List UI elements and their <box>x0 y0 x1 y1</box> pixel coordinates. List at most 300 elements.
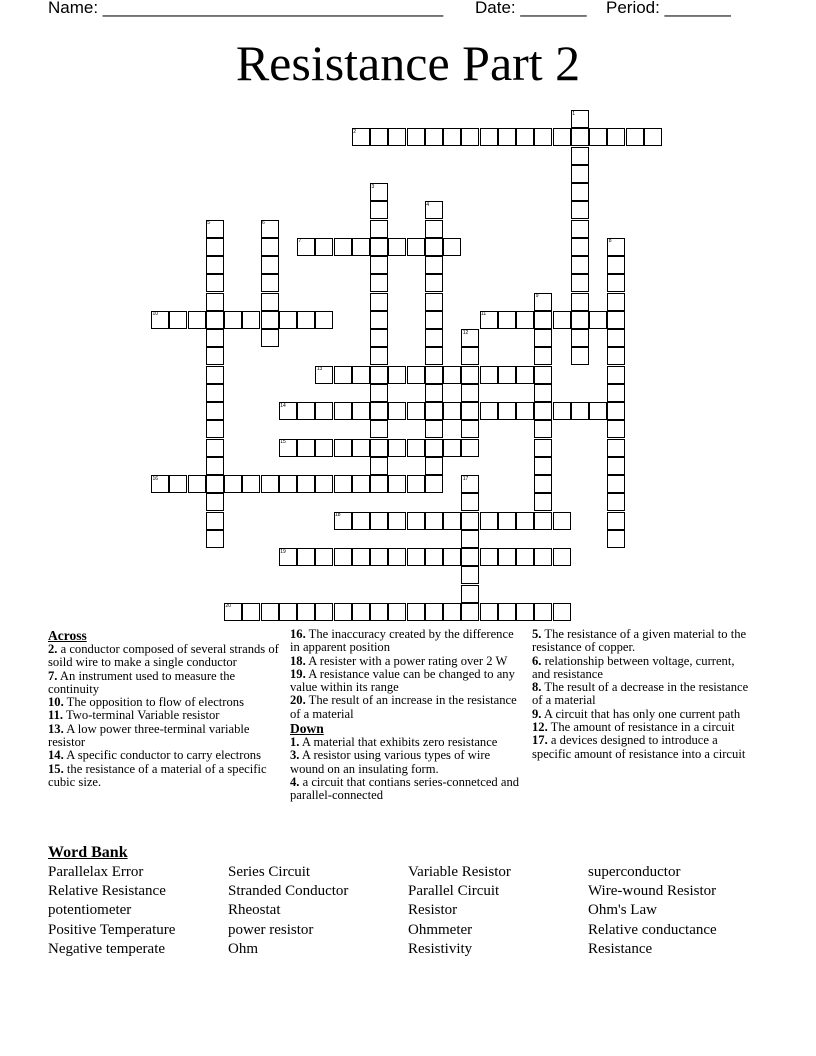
grid-cell[interactable] <box>388 366 406 384</box>
grid-cell[interactable] <box>534 603 552 621</box>
grid-cell[interactable] <box>607 402 625 420</box>
grid-cell[interactable] <box>334 366 352 384</box>
grid-cell[interactable] <box>534 512 552 530</box>
grid-cell[interactable] <box>607 384 625 402</box>
clue-number: 18. <box>290 653 306 668</box>
grid-cell[interactable] <box>425 220 443 238</box>
grid-cell[interactable] <box>352 603 370 621</box>
grid-cell[interactable] <box>425 384 443 402</box>
grid-cell[interactable] <box>261 329 279 347</box>
grid-cell[interactable] <box>370 366 388 384</box>
grid-cell[interactable] <box>370 384 388 402</box>
grid-cell[interactable] <box>370 238 388 256</box>
word-bank-item: Resistance <box>588 940 653 957</box>
clue-item <box>532 734 752 761</box>
clue-text: a devices designed to introduce a specific amount of resistance into a circuit <box>532 733 746 761</box>
grid-cell[interactable] <box>315 603 333 621</box>
clue-number: 5. <box>532 627 542 641</box>
name-field[interactable]: Name: ____________________________________ <box>48 0 444 17</box>
grid-cell[interactable] <box>498 366 516 384</box>
grid-cell[interactable] <box>352 548 370 566</box>
grid-cell[interactable] <box>206 311 224 329</box>
clue-number-label: 5 <box>207 220 211 226</box>
clue-item <box>532 655 752 682</box>
grid-cell[interactable] <box>461 530 479 548</box>
grid-cell[interactable] <box>352 238 370 256</box>
clue-number: 14. <box>48 748 64 763</box>
clue-text: A resistor using various types of wire wound on an insulating form. <box>290 748 491 776</box>
clue-number-label: 18 <box>335 512 341 518</box>
grid-cell[interactable] <box>425 274 443 292</box>
grid-cell[interactable] <box>534 311 552 329</box>
grid-cell[interactable] <box>516 603 534 621</box>
grid-cell[interactable] <box>498 512 516 530</box>
clue-number-label: 2 <box>353 128 357 135</box>
grid-cell[interactable] <box>261 238 279 256</box>
grid-cell[interactable] <box>407 439 425 457</box>
grid-cell[interactable] <box>571 256 589 274</box>
grid-cell[interactable] <box>516 311 534 329</box>
grid-cell[interactable] <box>516 548 534 566</box>
clue-text: The opposition to flow of electrons <box>66 695 244 710</box>
clue-item <box>290 736 526 749</box>
grid-cell[interactable] <box>224 475 242 493</box>
clue-text: The result of a decrease in the resistance of a material <box>532 680 749 708</box>
grid-cell[interactable] <box>443 366 461 384</box>
grid-cell[interactable] <box>461 512 479 530</box>
clue-text: A material that exhibits zero resistance <box>301 735 498 750</box>
word-bank-item: Parallelax Error <box>48 864 144 880</box>
word-bank-item: Ohm's Law <box>588 902 657 919</box>
grid-cell[interactable] <box>388 475 406 493</box>
grid-cell[interactable] <box>480 366 498 384</box>
grid-cell[interactable] <box>407 512 425 530</box>
clue-text: A low power three-terminal variable resistor <box>48 721 250 750</box>
word-bank-item: Ohm <box>228 940 258 957</box>
grid-cell[interactable] <box>315 475 333 493</box>
clue-number: 16. <box>290 627 306 641</box>
clue-text: A resister with a power rating over 2 W <box>308 653 508 668</box>
grid-cell[interactable] <box>516 366 534 384</box>
grid-cell[interactable] <box>425 256 443 274</box>
clue-number-label: 16 <box>152 475 159 482</box>
grid-cell[interactable] <box>297 548 315 566</box>
grid-cell[interactable] <box>461 420 479 438</box>
grid-cell[interactable] <box>589 311 607 329</box>
clue-item <box>532 628 752 655</box>
grid-cell[interactable] <box>534 402 552 420</box>
grid-cell[interactable] <box>425 402 443 420</box>
grid-cell[interactable] <box>407 238 425 256</box>
grid-cell[interactable] <box>297 311 315 329</box>
grid-cell[interactable] <box>169 475 187 493</box>
grid-cell[interactable] <box>553 128 571 146</box>
grid-cell[interactable] <box>461 439 479 457</box>
grid-cell[interactable] <box>352 402 370 420</box>
grid-cell[interactable] <box>261 475 279 493</box>
grid-cell[interactable] <box>589 128 607 146</box>
clue-text: the resistance of a material of a specific cubic size. <box>48 761 267 789</box>
clue-number-label: 15 <box>280 439 286 445</box>
clue-number-label: 3 <box>371 183 375 190</box>
grid-cell[interactable] <box>279 603 297 621</box>
grid-cell[interactable] <box>516 402 534 420</box>
clue-number: 9. <box>532 706 542 721</box>
grid-cell[interactable] <box>516 128 534 146</box>
grid-cell[interactable] <box>425 439 443 457</box>
grid-cell[interactable] <box>443 402 461 420</box>
grid-cell[interactable] <box>553 512 571 530</box>
grid-cell[interactable] <box>334 475 352 493</box>
grid-cell[interactable] <box>334 603 352 621</box>
grid-cell[interactable] <box>553 603 571 621</box>
grid-cell[interactable] <box>352 366 370 384</box>
grid-cell[interactable] <box>425 603 443 621</box>
clue-item <box>48 763 280 790</box>
grid-cell[interactable] <box>461 384 479 402</box>
grid-cell[interactable] <box>534 384 552 402</box>
grid-cell[interactable] <box>206 457 224 475</box>
grid-cell[interactable] <box>261 274 279 292</box>
grid-cell[interactable] <box>206 493 224 511</box>
grid-cell[interactable] <box>206 274 224 292</box>
grid-cell[interactable] <box>206 475 224 493</box>
grid-cell[interactable] <box>297 475 315 493</box>
grid-cell[interactable] <box>571 347 589 365</box>
clue-number-label: 20 <box>225 603 232 610</box>
grid-cell[interactable] <box>206 347 224 365</box>
grid-cell[interactable] <box>370 274 388 292</box>
period-field[interactable]: Period: _______ <box>606 0 731 17</box>
grid-cell[interactable] <box>352 475 370 493</box>
grid-cell[interactable] <box>607 420 625 438</box>
word-bank-item: Rheostat <box>228 902 281 919</box>
grid-cell[interactable] <box>534 128 552 146</box>
clues-column-2 <box>290 628 526 803</box>
grid-cell[interactable] <box>534 548 552 566</box>
grid-cell[interactable] <box>461 603 479 621</box>
grid-cell[interactable] <box>206 530 224 548</box>
grid-cell[interactable] <box>370 311 388 329</box>
grid-cell[interactable] <box>571 311 589 329</box>
grid-cell[interactable] <box>498 311 516 329</box>
grid-cell[interactable] <box>607 274 625 292</box>
grid-cell[interactable] <box>443 548 461 566</box>
clue-item <box>48 723 280 750</box>
page-title: Resistance Part 2 <box>235 35 581 91</box>
grid-cell[interactable] <box>315 311 333 329</box>
clue-number: 17. <box>532 733 548 748</box>
grid-cell[interactable] <box>206 402 224 420</box>
grid-cell[interactable] <box>571 183 589 201</box>
clue-number: 19. <box>290 666 306 681</box>
clue-item <box>48 696 280 709</box>
grid-cell[interactable] <box>370 548 388 566</box>
grid-cell[interactable] <box>352 512 370 530</box>
grid-cell[interactable] <box>498 128 516 146</box>
grid-cell[interactable] <box>370 329 388 347</box>
grid-cell[interactable] <box>370 256 388 274</box>
grid-cell[interactable] <box>498 402 516 420</box>
grid-cell[interactable] <box>534 457 552 475</box>
grid-cell[interactable] <box>370 220 388 238</box>
date-field[interactable]: Date: _______ <box>475 0 587 17</box>
grid-cell[interactable] <box>315 548 333 566</box>
grid-cell[interactable] <box>607 347 625 365</box>
grid-cell[interactable] <box>407 475 425 493</box>
grid-cell[interactable] <box>388 128 406 146</box>
grid-cell[interactable] <box>388 548 406 566</box>
clue-item <box>48 749 280 762</box>
clue-item <box>532 721 752 734</box>
grid-cell[interactable] <box>370 439 388 457</box>
grid-cell[interactable] <box>188 475 206 493</box>
word-bank-item: Stranded Conductor <box>228 883 349 900</box>
grid-cell[interactable] <box>571 128 589 146</box>
across-heading: Across <box>48 628 87 643</box>
grid-cell[interactable] <box>571 238 589 256</box>
grid-cell[interactable] <box>206 329 224 347</box>
grid-cell[interactable] <box>534 366 552 384</box>
clue-item <box>290 628 526 655</box>
grid-cell[interactable] <box>607 530 625 548</box>
grid-cell[interactable] <box>188 311 206 329</box>
grid-cell[interactable] <box>407 548 425 566</box>
grid-cell[interactable] <box>461 128 479 146</box>
grid-cell[interactable] <box>206 293 224 311</box>
grid-cell[interactable] <box>461 402 479 420</box>
grid-cell[interactable] <box>443 238 461 256</box>
clue-number: 11. <box>48 708 64 723</box>
clue-number: 15. <box>48 761 64 776</box>
clue-number-label: 7 <box>298 238 302 245</box>
grid-cell[interactable] <box>571 274 589 292</box>
grid-cell[interactable] <box>589 402 607 420</box>
grid-cell[interactable] <box>553 311 571 329</box>
grid-cell[interactable] <box>571 329 589 347</box>
grid-cell[interactable] <box>480 548 498 566</box>
grid-cell[interactable] <box>534 475 552 493</box>
grid-cell[interactable] <box>425 457 443 475</box>
grid-cell[interactable] <box>206 256 224 274</box>
grid-cell[interactable] <box>461 347 479 365</box>
grid-cell[interactable] <box>534 493 552 511</box>
grid-cell[interactable] <box>388 512 406 530</box>
grid-cell[interactable] <box>370 293 388 311</box>
clue-item <box>290 655 526 668</box>
grid-cell[interactable] <box>388 603 406 621</box>
clue-number: 20. <box>290 693 306 708</box>
grid-cell[interactable] <box>315 238 333 256</box>
grid-cell[interactable] <box>425 238 443 256</box>
grid-cell[interactable] <box>206 439 224 457</box>
clue-number: 7. <box>48 668 58 683</box>
grid-cell[interactable] <box>607 128 625 146</box>
grid-cell[interactable] <box>607 256 625 274</box>
grid-cell[interactable] <box>443 128 461 146</box>
grid-cell[interactable] <box>370 475 388 493</box>
grid-cell[interactable] <box>571 201 589 219</box>
clue-text: relationship between voltage, current, and resistance <box>532 653 735 681</box>
word-bank-column-3 <box>408 863 511 959</box>
grid-cell[interactable] <box>534 347 552 365</box>
grid-cell[interactable] <box>407 128 425 146</box>
word-bank-item: Variable Resistor <box>408 864 511 880</box>
clue-text: The amount of resistance in a circuit <box>550 720 735 735</box>
grid-cell[interactable] <box>571 147 589 165</box>
clue-number-label: 11 <box>481 311 487 318</box>
clue-text: An instrument used to measure the continuity <box>48 668 236 696</box>
grid-cell[interactable] <box>370 201 388 219</box>
grid-cell[interactable] <box>242 311 260 329</box>
grid-cell[interactable] <box>370 457 388 475</box>
clue-text: The result of an increase in the resistance of a material <box>290 693 517 721</box>
grid-cell[interactable] <box>607 512 625 530</box>
grid-cell[interactable] <box>443 603 461 621</box>
grid-cell[interactable] <box>370 512 388 530</box>
grid-cell[interactable] <box>206 420 224 438</box>
grid-cell[interactable] <box>644 128 662 146</box>
grid-cell[interactable] <box>498 548 516 566</box>
grid-cell[interactable] <box>352 439 370 457</box>
grid-cell[interactable] <box>461 493 479 511</box>
grid-cell[interactable] <box>553 402 571 420</box>
grid-cell[interactable] <box>370 402 388 420</box>
grid-cell[interactable] <box>607 329 625 347</box>
grid-cell[interactable] <box>407 603 425 621</box>
word-bank-column-2 <box>228 863 348 959</box>
grid-cell[interactable] <box>388 238 406 256</box>
grid-cell[interactable] <box>206 366 224 384</box>
grid-cell[interactable] <box>242 603 260 621</box>
grid-cell[interactable] <box>315 402 333 420</box>
grid-cell[interactable] <box>607 493 625 511</box>
word-bank-item: Parallel Circuit <box>408 883 500 900</box>
grid-cell[interactable] <box>461 585 479 603</box>
clue-number-label: 4 <box>426 201 430 208</box>
clue-number: 12. <box>532 720 548 735</box>
grid-cell[interactable] <box>443 512 461 530</box>
grid-cell[interactable] <box>370 347 388 365</box>
grid-cell[interactable] <box>571 220 589 238</box>
grid-cell[interactable] <box>516 512 534 530</box>
grid-cell[interactable] <box>461 548 479 566</box>
grid-cell[interactable] <box>571 293 589 311</box>
word-bank-item: Positive Temperature <box>48 921 176 938</box>
grid-cell[interactable] <box>370 420 388 438</box>
grid-cell[interactable] <box>169 311 187 329</box>
clue-text: The inaccuracy created by the difference in apparent position <box>290 627 514 655</box>
grid-cell[interactable] <box>480 128 498 146</box>
grid-cell[interactable] <box>206 512 224 530</box>
grid-cell[interactable] <box>388 402 406 420</box>
clue-number: 10. <box>48 695 64 710</box>
grid-cell[interactable] <box>461 566 479 584</box>
grid-cell[interactable] <box>279 475 297 493</box>
grid-cell[interactable] <box>425 347 443 365</box>
grid-cell[interactable] <box>370 603 388 621</box>
grid-cell[interactable] <box>297 603 315 621</box>
grid-cell[interactable] <box>571 165 589 183</box>
grid-cell[interactable] <box>224 311 242 329</box>
clue-number-label: 17 <box>462 475 469 482</box>
grid-cell[interactable] <box>261 293 279 311</box>
clue-text: a conductor composed of several strands of soild wire to make a single conductor <box>48 642 279 670</box>
grid-cell[interactable] <box>480 603 498 621</box>
clue-number-label: 8 <box>608 238 612 245</box>
grid-cell[interactable] <box>425 366 443 384</box>
grid-cell[interactable] <box>607 311 625 329</box>
grid-cell[interactable] <box>607 366 625 384</box>
clue-number: 2. <box>48 642 58 656</box>
grid-cell[interactable] <box>607 439 625 457</box>
grid-cell[interactable] <box>242 475 260 493</box>
grid-cell[interactable] <box>261 256 279 274</box>
grid-cell[interactable] <box>534 420 552 438</box>
grid-cell[interactable] <box>607 457 625 475</box>
grid-cell[interactable] <box>334 238 352 256</box>
grid-cell[interactable] <box>370 128 388 146</box>
grid-cell[interactable] <box>297 402 315 420</box>
grid-cell[interactable] <box>626 128 644 146</box>
clues-column-3 <box>532 628 752 761</box>
grid-cell[interactable] <box>407 366 425 384</box>
clue-item <box>48 709 280 722</box>
grid-cell[interactable] <box>261 603 279 621</box>
grid-cell[interactable] <box>425 475 443 493</box>
grid-cell[interactable] <box>407 402 425 420</box>
down-heading: Down <box>290 721 324 737</box>
grid-cell[interactable] <box>534 439 552 457</box>
grid-cell[interactable] <box>480 512 498 530</box>
grid-cell[interactable] <box>279 311 297 329</box>
clue-number: 3. <box>290 748 300 763</box>
grid-cell[interactable] <box>334 402 352 420</box>
grid-cell[interactable] <box>443 439 461 457</box>
grid-cell[interactable] <box>534 329 552 347</box>
grid-cell[interactable] <box>607 293 625 311</box>
grid-cell[interactable] <box>498 603 516 621</box>
word-bank-item: Series Circuit <box>228 864 311 880</box>
clue-number-label: 14 <box>280 402 286 409</box>
grid-cell[interactable] <box>425 329 443 347</box>
grid-cell[interactable] <box>334 439 352 457</box>
grid-cell[interactable] <box>315 439 333 457</box>
grid-cell[interactable] <box>425 293 443 311</box>
word-bank-item: Resistivity <box>408 940 473 957</box>
clue-item <box>48 643 280 670</box>
grid-cell[interactable] <box>571 402 589 420</box>
grid-cell[interactable] <box>553 548 571 566</box>
clues-column-1 <box>48 628 280 789</box>
grid-cell[interactable] <box>607 475 625 493</box>
grid-cell[interactable] <box>297 439 315 457</box>
grid-cell[interactable] <box>261 311 279 329</box>
grid-cell[interactable] <box>206 384 224 402</box>
grid-cell[interactable] <box>388 439 406 457</box>
grid-cell[interactable] <box>425 512 443 530</box>
clue-item <box>290 776 526 803</box>
grid-cell[interactable] <box>425 548 443 566</box>
grid-cell[interactable] <box>334 548 352 566</box>
grid-cell[interactable] <box>425 420 443 438</box>
grid-cell[interactable] <box>461 366 479 384</box>
word-bank-item: Resistor <box>408 902 458 919</box>
grid-cell[interactable] <box>425 128 443 146</box>
grid-cell[interactable] <box>425 311 443 329</box>
grid-cell[interactable] <box>480 402 498 420</box>
grid-cell[interactable] <box>206 238 224 256</box>
